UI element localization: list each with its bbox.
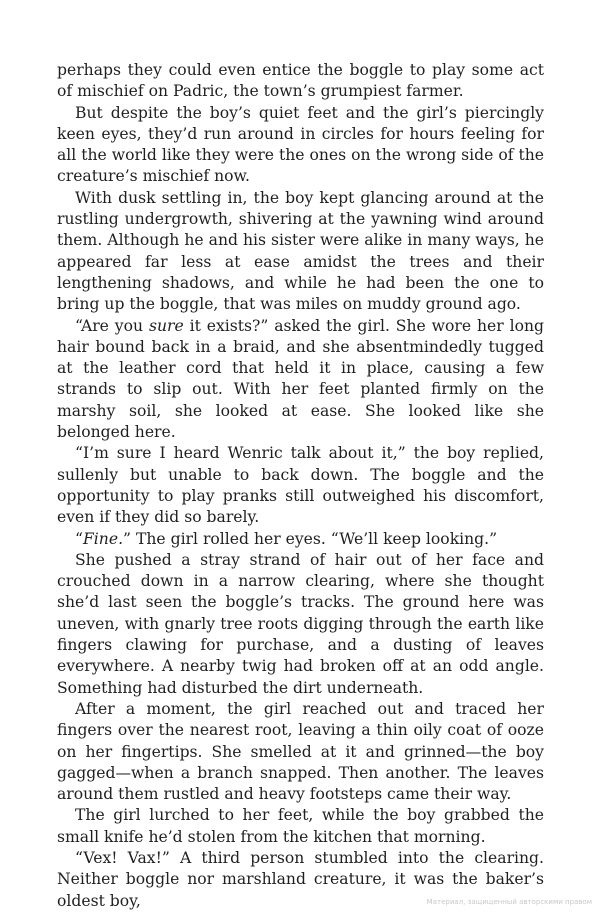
paragraph-2: But despite the boy’s quiet feet and the girl’s piercingly keen eyes, they’d run around in circles for hours feeling for all the world like they were the ones on the wrong side of the creature’s mischief now. — [57, 103, 544, 186]
paragraph-6-end: ” The girl rolled her eyes. “We’ll keep looking.” — [123, 529, 498, 548]
paragraph-8: After a moment, the girl reached out and traced her fingers over the nearest root, leaving a thin oily coat of ooze on her fingertips. She smelled at it and grinned—the boy gagged—when a branch snapped. Then another. The leaves around them rustled and heavy footsteps came their way. — [57, 699, 544, 804]
paragraph-5: “I’m sure I heard Wenric talk about it,” the boy replied, sullenly but unable to back down. The boggle and the opportunity to play pranks still outweighed his discomfort, even if they did so barely. — [57, 444, 544, 527]
paragraph-9: The girl lurched to her feet, while the boy grabbed the small knife he’d stolen from the kitchen that morning. — [57, 806, 544, 846]
paragraph-10: “Vex! Vax!” A third person stumbled into the clearing. Neither boggle nor marshland creature, it was the baker’s oldest boy, — [57, 848, 544, 910]
paragraph-6-emphasis: Fine. — [82, 529, 124, 548]
paragraph-4-emphasis: sure — [148, 316, 184, 335]
paragraph-4 — [57, 316, 544, 444]
paragraph-1: perhaps they could even entice the boggle to play some act of mischief on Padric, the town’s grumpiest farmer. — [57, 61, 544, 101]
book-page-text — [57, 60, 544, 912]
paragraph-6 — [57, 529, 544, 550]
paragraph-3: With dusk settling in, the boy kept glancing around at the rustling undergrowth, shivering at the yawning wind around them. Although he and his sister were alike in many ways, he appeared far less at ease amidst the trees and their lengthening shadows, and while he had been the one to bring up the boggle, that was miles on muddy ground ago. — [57, 188, 544, 314]
paragraph-6-start: “ — [75, 529, 83, 548]
paragraph-4-end: it exists?” asked the girl. She wore her long hair bound back in a braid, and she absentmindedly tugged at the leather cord that held it in place, causing a few strands to slip out. With her feet planted firmly on the marshy soil, she looked at ease. She looked like she belonged here. — [57, 316, 545, 442]
paragraph-7: She pushed a stray strand of hair out of her face and crouched down in a narrow clearing, where she thought she’d last seen the boggle’s tracks. The ground here was uneven, with gnarly tree roots digging through the earth like fingers clawing for purchase, and a dusting of leaves everywhere. A nearby twig had broken off at an odd angle. Something had disturbed the dirt underneath. — [57, 550, 544, 697]
copyright-watermark: Материал, защищенный авторскими правом — [426, 898, 592, 906]
paragraph-4-start: “Are you — [75, 316, 149, 335]
